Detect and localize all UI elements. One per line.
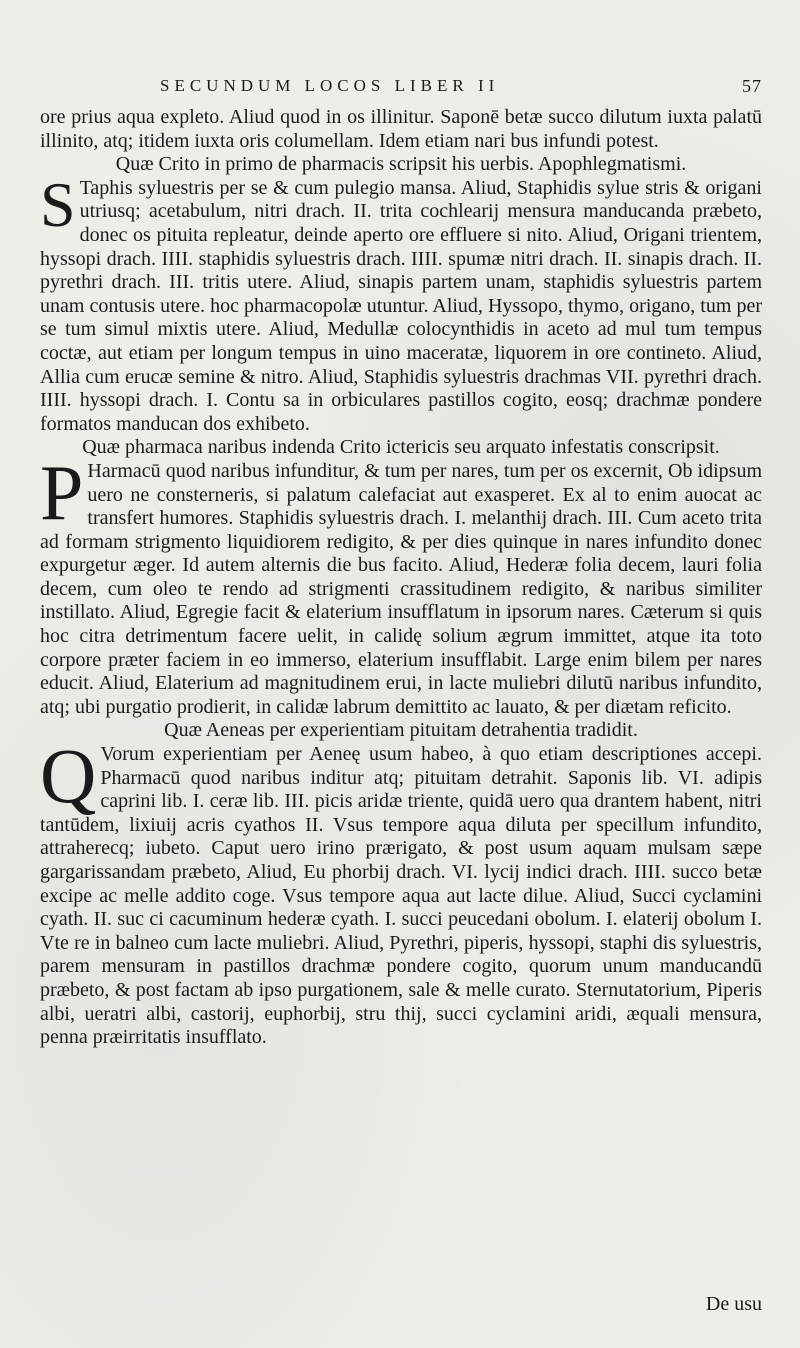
running-head (160, 76, 762, 102)
paragraph-text: Harmacū quod naribus infunditur, & tum per nares, tum per os excernit, Ob idipsum uero ne consterneris, si palatum calefaciat aut exasperet. Ex al to enim auocat ac transfert humores. Staphidis syluestris drach. I. melanthij drach. III. Cum aceto trita ad formam strigmento liquidiorem redigito, & per dies quinque in nares infundito donec expurgetur æger. Id autem alternis die bus facito. Aliud, Hederæ folia decem, lauri folia decem, cum oleo te rendo ad strigmenti crassitudinem redigito, & naribus similiter instillato. Aliud, Egregie facit & elaterium insufflatum in ipsorum nares. Cæterum si quis hoc citra detrimentum facere uelit, in calidę solium ægrum immittet, atque ita toto corpore præter faciem in eo immerso, elaterium insufflabit. Large enim bilem per nares educit. Aliud, Elaterium ad magnitudinem erui, in lacte muliebri dilutū naribus infundito, atq; ubi purgatio prodierit, in calidæ labrum demittito ac lauato, & per diætam reficito. (40, 459, 762, 718)
section-paragraph-crito-pharmaca-naribus (40, 448, 762, 720)
section-heading-crito-apophlegmatismi: Quæ Crito in primo de pharmacis scripsit his uerbis. Apophlegmatismi. (115, 153, 687, 176)
body-text (40, 106, 762, 1050)
section-heading-crito-pharmaca-naribus: Quæ pharmaca naribus indenda Crito ictericis seu arquato infestatis conscripsit. (82, 436, 720, 459)
continuation-paragraph: ore prius aqua expleto. Aliud quod in os illinitur. Saponē betæ succo dilutum iuxta palatū illinito, atq; itidem iuxta oris columellam. Idem etiam nari bus infundi potest. (40, 106, 762, 152)
section-heading-aeneas: Quæ Aeneas per experientiam pituitam detrahentia tradidit. (164, 719, 638, 742)
section-paragraph-crito-apophlegmatismi (40, 168, 762, 437)
running-head-title: SECUNDUM LOCOS LIBER II (160, 76, 500, 95)
paragraph-text: Vorum experientiam per Aeneę usum habeo, à quo etiam descriptiones accepi. Pharmacū quod naribus inditur atq; pituitam detrahit. Saponis lib. VI. adipis caprini lib. I. ceræ lib. III. picis aridæ triente, quidā uero qua drantem habent, nitri tantūdem, lixiuij acris cyathos II. Vsus tempore aqua diluta per specillum infundito, attraherecq; iubeto. Caput uero irino prærigato, & post usum aquam mulsam sæpe gargarissandam præbeto, Aliud, Eu phorbij drach. VI. lycij indici drach. IIII. succo betæ excipe ac melle addito coge. Vsus tempore aqua aut lacte dilue. Aliud, Succi cyclamini cyath. II. suc ci cacuminum hederæ cyath. I. succi peucedani obolum. I. elaterij obolum I. Vte re in balneo cum lacte muliebri. Aliud, Pyrethri, piperis, hyssopi, staphi dis syluestris, parem mensuram in pastillos drachmæ pondere cogito, quorum unum manducandū præbeto, & post factam ab ipso purgationem, sale & melle curato. Sternutatorium, Piperis albi, ueratri albi, castorij, euphorbij, stru thij, succi cyclamini aridi, æquali mensura, penna præirritatis insufflato. (40, 743, 762, 1049)
catchword: De usu (705, 1293, 762, 1315)
page-number: 57 (742, 76, 762, 96)
section-paragraph-aeneas (40, 732, 762, 1050)
drop-capital: P (40, 448, 84, 536)
drop-capital: Q (40, 732, 97, 820)
paragraph-text: Taphis syluestris per se & cum pulegio mansa. Aliud, Staphidis sylue stris & origani utriusq; acetabulum, nitri drach. II. trita cochlearij mensura manducanda præbeto, donec os pituita repleatur, deinde aperto ore effluere si nito. Aliud, Origani trientem, hyssopi drach. IIII. staphidis syluestris drach. IIII. spumæ nitri drach. II. sinapis drach. II. pyrethri drach. III. tritis utere. Aliud, sinapis partem unam, staphidis syluestris partem unam contusis utere. hoc pharmacopolæ utuntur. Aliud, Hyssopo, thymo, origano, tum per se tum simul mixtis utere. Aliud, Medullæ colocynthidis in aceto ad mul tum tempus coctæ, aut etiam per longum tempus in uino maceratæ, liquorem in ore contineto. Aliud, Allia cum erucæ semine & nitro. Aliud, Staphidis syluestris drachmas VII. pyrethri drach. IIII. hyssopi drach. I. Contu sa in orbiculares pastillos cogito, eosq; drachmæ pondere formatos manducan dos exhibeto. (40, 176, 762, 435)
drop-capital: S (40, 168, 76, 240)
